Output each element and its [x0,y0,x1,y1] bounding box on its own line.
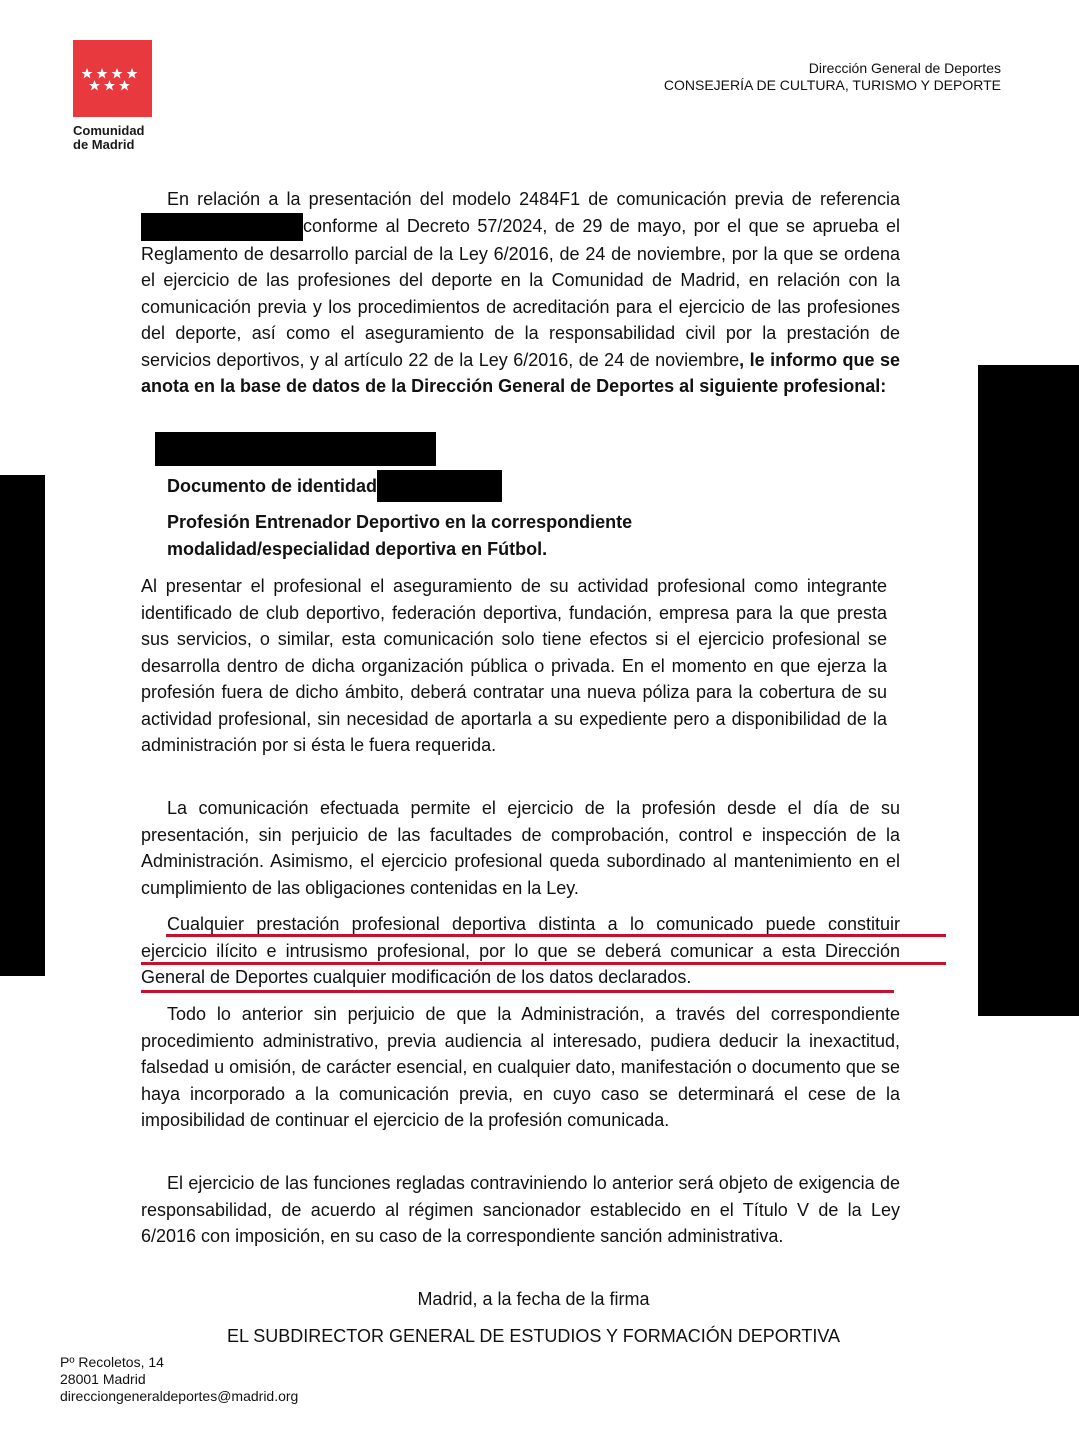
date-line: Madrid, a la fecha de la firma [417,1289,650,1309]
id-line [167,470,502,502]
profession-line-2: modalidad/especialidad deportiva en Fútbol. [167,538,548,559]
right-edge-bar [978,365,1079,1016]
profession-line-1: Profesión Entrenador Deportivo en la correspondiente [167,512,633,532]
department-name: Dirección General de Deportes [808,60,1001,76]
redacted-professional-name [155,432,436,466]
intro-text-a: En relación a la presentación del modelo 2484F1 de comunicación previa de referencia [167,189,900,209]
redacted-reference [141,213,303,241]
paragraph-insurance: Al presentar el profesional el aseguramiento de su actividad profesional como integrante identificado de club deportivo, federación deportiva, fundación, empresa para la que presta sus servicios, o similar, esta comunicación solo tiene efectos si el ejercicio profesional se desarrolla dentro de dicha organización pública o privada. En el momento en que ejerza la profesión fuera de dicho ámbito, deberá contratar una nueva póliza para la cobertura de su actividad profesional, sin necesidad de aportarla a su expediente pero a disponibilidad de la administración por si ésta le fuera requerida. [141,576,887,755]
paragraph-intro [141,186,900,400]
footer-address [60,1354,298,1405]
profession-block [167,509,632,562]
red-underline-1 [166,934,946,937]
footer-city: 28001 Madrid [60,1371,146,1387]
intro-text-b: conforme al Decreto 57/2024, de 29 de mayo, por el que se aprueba el Reglamento de desarrollo parcial de la Ley 6/2016, de 24 de noviembre, por la que se ordena el ejercicio de las profesiones del deporte en la Comunidad de Madrid, en relación con la comunicación previa y los procedimientos de acreditación para el ejercicio de las profesiones del deporte, así como el aseguramiento de la responsabilidad civil por la prestación de servicios deportivos, y al artículo 22 de la Ley 6/2016, de 24 de noviembre [141,215,900,370]
redacted-id-number [377,470,502,502]
ministry-name: CONSEJERÍA DE CULTURA, TURISMO Y DEPORTE [663,77,1001,93]
red-underline-3 [141,990,894,993]
id-label: Documento de identidad [167,476,378,496]
logo-line-2: de Madrid [73,137,135,152]
intro-text-bold: , le informo que se anota en la base de datos de la Dirección General de Deportes al siguiente profesional: [141,349,900,397]
footer-email: direcciongeneraldeportes@madrid.org [60,1388,299,1404]
left-edge-bar [0,475,45,976]
red-underline-2 [141,962,946,965]
logo-text [73,124,153,152]
signatory: EL SUBDIRECTOR GENERAL DE ESTUDIOS Y FORMACIÓN DEPORTIVA [226,1326,841,1346]
logo-flag [73,40,152,117]
paragraph-administration: Todo lo anterior sin perjuicio de que la Administración, a través del correspondiente procedimiento administrativo, previa audiencia al interesado, pudiera deducir la inexactitud, falsedad u omisión, de carácter esencial, en cualquier dato, manifestación o documento que se haya incorporado a la comunicación previa, en cuyo caso se determinará el cese de la imposibilidad de continuar el ejercicio de la profesión comunicada. [141,1004,900,1130]
comunidad-madrid-logo [73,40,153,152]
paragraph-communication: La comunicación efectuada permite el ejercicio de la profesión desde el día de su presentación, sin perjuicio de las facultades de comprobación, control e inspección de la Administración. Asimismo, el ejercicio profesional queda subordinado al mantenimiento en el cumplimiento de las obligaciones contenidas en la Ley. [141,798,900,898]
paragraph-warning: Cualquier prestación profesional deportiva distinta a lo comunicado puede constituir ejercicio ilícito e intrusismo profesional, por lo que se deberá comunicar a esta Dirección General de Deportes cualquier modificación de los datos declarados. [141,914,900,987]
stars-icon [73,40,152,117]
logo-line-1: Comunidad [73,123,145,138]
paragraph-sanctions: El ejercicio de las funciones regladas contraviniendo lo anterior será objeto de exigencia de responsabilidad, de acuerdo al régimen sancionador establecido en el Título V de la Ley 6/2016 con imposición, en su caso de la correspondiente sanción administrativa. [141,1173,900,1246]
header-department [664,60,1001,94]
footer-street: Pº Recoletos, 14 [60,1354,164,1370]
